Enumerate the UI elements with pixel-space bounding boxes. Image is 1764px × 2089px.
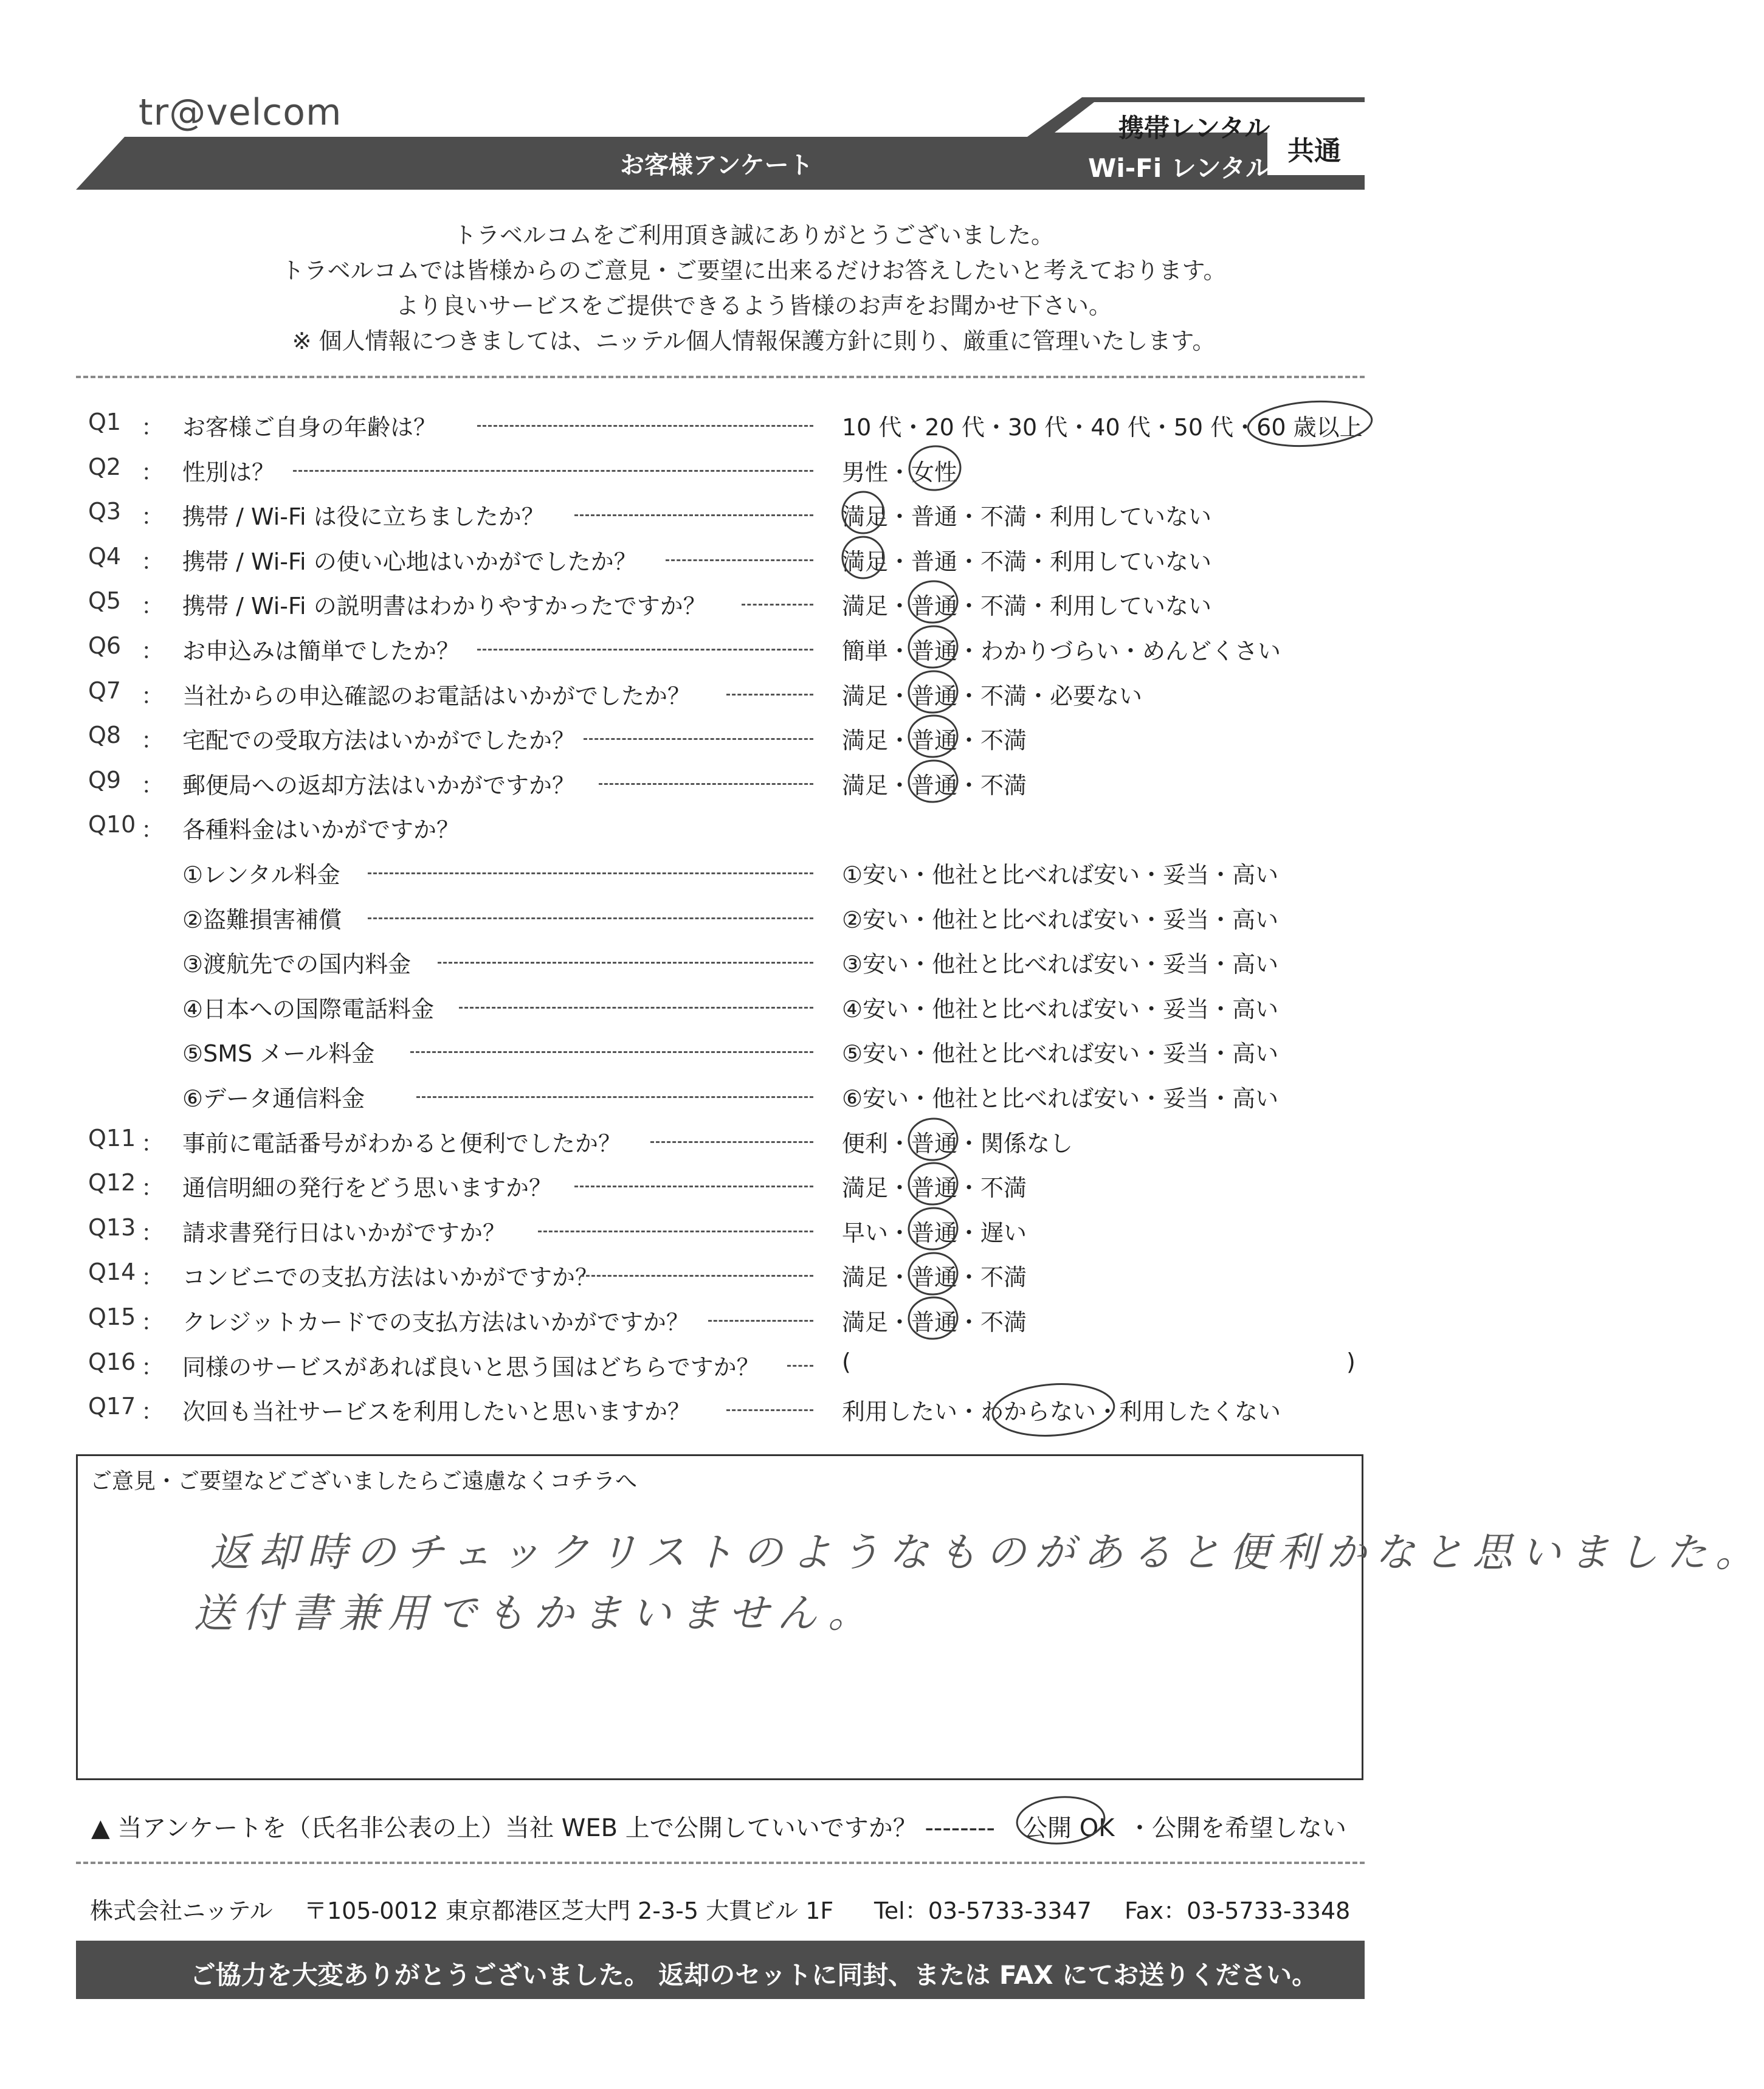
question-colon: ： [141,1219,165,1246]
question-text: 次回も当社サービスを利用したいと思いますか？ [182,1398,691,1426]
question-colon: ： [141,1309,165,1336]
question-text: 事前に電話番号がわかると便利でしたか？ [182,1130,622,1157]
leader-dashes [742,604,813,606]
question-text: お申込みは簡単でしたか？ [182,638,460,665]
leader-dashes [574,1186,813,1187]
divider [76,1862,1365,1864]
answer-paren-close: ) [1346,1348,1356,1375]
travelcom-logo: tr@velcom [139,91,342,134]
question-colon: ： [141,1130,165,1157]
company-address: 〒105-0012 東京都港区芝大門 2-3-5 大貫ビル 1F [304,1897,834,1924]
answer-options[interactable]: ④安い・他社と比べれば安い・妥当・高い [842,995,1279,1023]
question-number: Q14 [88,1259,136,1286]
question-colon: ： [141,817,165,844]
question-colon: ： [141,414,165,441]
question-number: Q4 [88,542,122,570]
fee-item-label: ②盗難損害補償 [182,906,342,933]
answer-options[interactable]: 満足・普通・不満 [842,1175,1027,1202]
handwritten-comment-line: 返却時のチェックリストのようなものがあると便利かなと思いました。 [210,1529,1764,1576]
leader-dashes [368,872,813,874]
leader-dashes [368,917,813,919]
question-text: 携帯 / Wi-Fi は役に立ちましたか？ [182,503,545,531]
question-number: Q17 [88,1393,136,1420]
footer-thanks: ご協力を大変ありがとうございました。 返却のセットに同封、または FAX にてお送りください。 [190,1960,1318,1990]
question-text: コンビニでの支払方法はいかがですか？ [182,1264,599,1291]
company-fax: Fax：03-5733-3348 [1125,1897,1351,1924]
answer-options[interactable]: 満足・普通・不満・利用していない [842,593,1212,620]
question-text: お客様ご自身の年齢は？ [182,414,437,441]
service-mobile-rental: 携帯レンタル [1118,113,1270,143]
question-number: Q7 [88,677,122,704]
question-number: Q13 [88,1214,136,1241]
answer-options[interactable]: ⑤安い・他社と比べれば安い・妥当・高い [842,1040,1279,1068]
leader-dashes [459,1007,813,1009]
handwritten-comment-line: 送付書兼用でもかまいません。 [193,1590,877,1637]
answer-options[interactable]: 満足・普通・不満 [842,772,1027,799]
fee-item-label: ⑥データ通信料金 [182,1085,365,1112]
company-tel: Tel：03-5733-3347 [874,1897,1092,1924]
question-number: Q11 [88,1124,136,1152]
intro-line: トラベルコムでは皆様からのご意見・ご要望に出来るだけお答えしたいと考えております。 [281,257,1227,284]
question-colon: ： [141,772,165,799]
leader-dashes [416,1096,813,1098]
answer-options[interactable]: 利用したい・わからない・利用したくない [842,1398,1281,1426]
fee-item-label: ①レンタル料金 [182,861,340,888]
question-number: Q1 [88,409,122,435]
fee-item-label: ⑤SMS メール料金 [182,1040,375,1068]
leader-dashes [477,649,813,651]
question-text: 携帯 / Wi-Fi の使い心地はいかがでしたか？ [182,548,637,575]
question-colon: ： [141,682,165,710]
leader-dashes [787,1365,813,1367]
answer-options[interactable]: 10 代・20 代・30 代・40 代・50 代・60 歳以上 [842,414,1363,441]
question-colon: ： [141,727,165,754]
service-wifi-rental: Wi-Fi レンタル [1088,153,1272,183]
fee-item-label: ③渡航先での国内料金 [182,951,412,978]
answer-options[interactable]: ①安い・他社と比べれば安い・妥当・高い [842,861,1279,888]
question-text: 郵便局への返却方法はいかがですか？ [182,772,576,799]
leader-dashes [650,1141,813,1143]
question-text: 請求書発行日はいかがですか？ [182,1219,506,1246]
question-colon: ： [141,503,165,531]
question-text: 宅配での受取方法はいかがでしたか？ [182,727,576,754]
divider [76,376,1365,378]
question-colon: ： [141,548,165,575]
question-number: Q3 [88,498,122,525]
question-number: Q8 [88,722,122,749]
question-text: クレジットカードでの支払方法はいかがですか？ [182,1309,689,1336]
answer-options[interactable]: 満足・普通・不満・利用していない [842,548,1212,575]
question-number: Q16 [88,1348,136,1375]
leader-dashes [293,470,813,472]
privacy-note: ※ 個人情報につきましては、ニッテル個人情報保護方針に則り、厳重に管理いたします。 [292,328,1216,354]
answer-options[interactable]: 満足・普通・不満 [842,727,1027,754]
leader-dashes [666,559,813,561]
survey-title: お客様アンケート [620,151,813,179]
company-name: 株式会社ニッテル [90,1897,273,1924]
answer-options[interactable]: 簡単・普通・わかりづらい・めんどくさい [842,638,1281,665]
question-text: 通信明細の発行をどう思いますか？ [182,1175,553,1202]
answer-options[interactable]: ②安い・他社と比べれば安い・妥当・高い [842,906,1279,933]
service-common-label: 共通 [1287,136,1341,167]
intro-line: より良いサービスをご提供できるよう皆様のお声をお聞かせ下さい。 [395,292,1112,319]
question-text: 同様のサービスがあれば良いと思う国はどちらですか？ [182,1353,760,1381]
leader-dashes [438,962,813,964]
comment-label: ご意見・ご要望などございましたらご遠慮なくコチラへ [90,1469,638,1494]
leader-dashes [410,1051,813,1053]
question-number: Q10 [88,811,136,838]
question-text: 当社からの申込確認のお電話はいかがでしたか？ [182,682,691,710]
answer-options[interactable]: 男性・女性 [842,458,958,486]
question-number: Q2 [88,453,122,480]
question-colon: ： [141,1264,165,1291]
answer-options[interactable]: 満足・普通・不満 [842,1264,1027,1291]
question-colon: ： [141,593,165,620]
leader-dashes [581,1275,813,1277]
question-number: Q6 [88,632,122,659]
leader-dashes [584,738,813,740]
question-colon: ： [141,1175,165,1202]
question-text: 携帯 / Wi-Fi の説明書はわかりやすかったですか？ [182,593,706,620]
leader-dashes [708,1320,813,1322]
publish-decline-option[interactable]: ・公開を希望しない [1128,1814,1346,1842]
answer-options[interactable]: ③安い・他社と比べれば安い・妥当・高い [842,951,1279,978]
question-number: Q9 [88,766,122,793]
question-number: Q15 [88,1303,136,1330]
leader-dashes [538,1231,813,1232]
leader-dashes [726,694,813,696]
publish-question: ▲ 当アンケートを（氏名非公表の上）当社 WEB 上で公開していいですか？ -------- [91,1814,995,1842]
question-text: 性別は？ [182,458,275,486]
answer-options[interactable]: 早い・普通・遅い [842,1219,1027,1246]
question-number: Q5 [88,587,122,615]
answer-options[interactable]: ( [842,1348,851,1375]
question-colon: ： [141,638,165,665]
question-colon: ： [141,1353,165,1381]
intro-line: トラベルコムをご利用頂き誠にありがとうございました。 [453,222,1054,249]
publish-ok-option[interactable]: 公開 OK [1023,1814,1115,1842]
leader-dashes [726,1409,813,1411]
leader-dashes [574,514,813,516]
answer-options[interactable]: 便利・普通・関係なし [842,1130,1073,1157]
answer-options[interactable]: ⑥安い・他社と比べれば安い・妥当・高い [842,1085,1279,1112]
question-colon: ： [141,458,165,486]
leader-dashes [599,783,813,785]
fee-item-label: ④日本への国際電話料金 [182,995,435,1023]
question-text: 各種料金はいかがですか？ [182,817,460,844]
question-number: Q12 [88,1169,136,1196]
answer-options[interactable]: 満足・普通・不満・必要ない [842,682,1143,710]
answer-options[interactable]: 満足・普通・不満・利用していない [842,503,1212,531]
question-colon: ： [141,1398,165,1426]
leader-dashes [477,425,813,427]
answer-options[interactable]: 満足・普通・不満 [842,1309,1027,1336]
